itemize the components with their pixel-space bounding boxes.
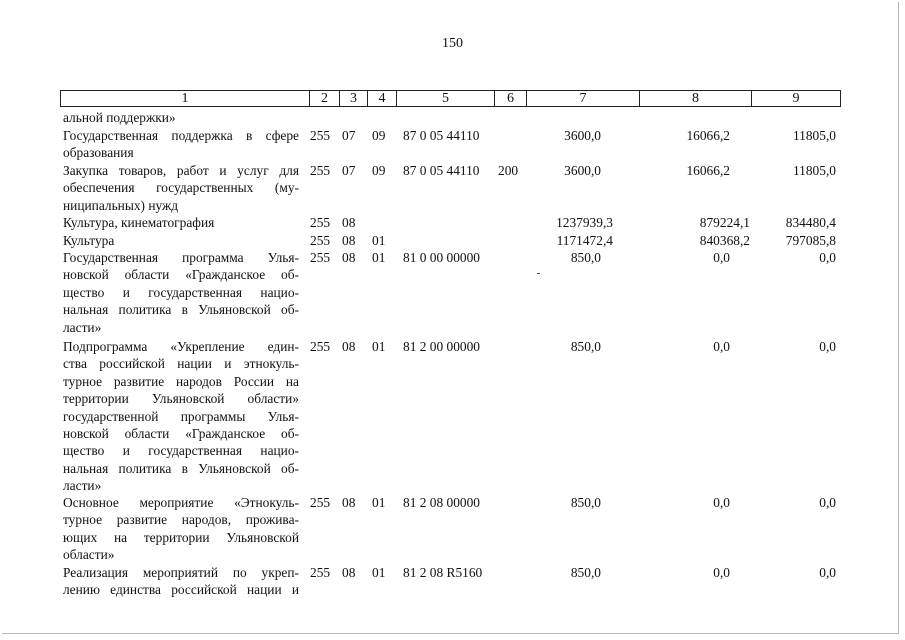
row-grbs: 255 (310, 339, 331, 354)
row-value-9: 11805,0 (792, 163, 836, 178)
header-col-2: 2 (309, 91, 339, 106)
row-name-line: ства российской нации и этнокуль- (63, 356, 299, 372)
header-col-8: 8 (639, 91, 751, 106)
row-value-9: 797085,8 (785, 233, 836, 248)
row-grbs: 255 (310, 495, 331, 510)
row-csr: 87 0 05 44110 (403, 128, 480, 143)
row-name-line: области» (63, 547, 115, 563)
row-name-line: Государственная поддержка в сфере (63, 128, 299, 143)
row-value-9: 0,0 (819, 250, 836, 265)
row-pr: 09 (372, 128, 386, 143)
row-value-8: 840368,2 (699, 233, 750, 248)
header-col-5: 5 (396, 91, 494, 106)
row-value-8: 879224,1 (699, 215, 750, 230)
row-pr: 01 (372, 339, 386, 354)
row-grbs: 255 (310, 215, 331, 230)
table-header (60, 90, 841, 107)
row-grbs: 255 (310, 233, 331, 248)
row-name (63, 494, 299, 564)
row-name-line: обеспечения государственных (му- (63, 180, 299, 196)
row-rz: 08 (342, 250, 356, 265)
row-value-9: 834480,4 (785, 215, 836, 230)
row-name-line: Культура, кинематография (63, 215, 215, 230)
row-name-line: щество и государственная нацио- (63, 443, 299, 459)
header-col-9: 9 (751, 91, 840, 106)
row-csr: 81 2 00 00000 (403, 339, 480, 354)
row-value-8: 0,0 (713, 339, 730, 354)
row-name (63, 162, 299, 214)
scan-speck (537, 273, 540, 274)
row-name-line: альной поддержки» (63, 110, 176, 125)
row-name-line: щество и государственная нацио- (63, 284, 299, 300)
row-grbs: 255 (310, 163, 331, 178)
row-name-line: новской области «Гражданское об- (63, 425, 299, 441)
row-name-line: государственной программы Улья- (63, 408, 299, 424)
row-rz: 08 (342, 495, 356, 510)
header-col-1: 1 (181, 91, 189, 106)
row-name-line: Подпрограмма «Укрепление един- (63, 339, 299, 354)
row-csr: 87 0 05 44110 (403, 163, 480, 178)
row-value-8: 0,0 (713, 250, 730, 265)
row-value-7: 850,0 (570, 565, 601, 580)
row-name-line: Реализация мероприятий по укреп- (63, 565, 299, 580)
row-rz: 08 (342, 233, 356, 248)
row-name-line: нальная политика в Ульяновской об- (63, 302, 299, 318)
row-value-9: 0,0 (819, 495, 836, 510)
row-rz: 08 (342, 215, 356, 230)
row-name (63, 214, 299, 231)
row-rz: 08 (342, 339, 356, 354)
row-name-line: территории Ульяновской области» (63, 391, 299, 407)
row-value-7: 850,0 (570, 250, 601, 265)
row-value-7: 3600,0 (564, 163, 601, 178)
row-name (63, 338, 299, 495)
row-rz: 07 (342, 128, 356, 143)
row-value-8: 0,0 (713, 495, 730, 510)
row-value-8: 16066,2 (686, 128, 730, 143)
row-pr: 01 (372, 233, 386, 248)
row-grbs: 255 (310, 250, 331, 265)
row-name-line: Основное мероприятие «Этнокуль- (63, 495, 299, 510)
row-rz: 08 (342, 565, 356, 580)
row-name-line: лению единства российской нации и (63, 582, 299, 598)
row-name-line: новской области «Гражданское об- (63, 267, 299, 283)
row-pr: 01 (372, 250, 386, 265)
row-name-line: ниципальных) нужд (63, 197, 179, 213)
row-value-7: 850,0 (570, 339, 601, 354)
row-name-line: турное развитие народов России на (63, 373, 299, 389)
row-csr: 81 0 00 00000 (403, 250, 480, 265)
row-value-7: 3600,0 (564, 128, 601, 143)
row-value-9: 0,0 (819, 339, 836, 354)
row-name-line: турное развитие народов, прожива- (63, 512, 299, 528)
row-name (63, 564, 299, 599)
row-name-line: образования (63, 145, 134, 161)
header-col-4: 4 (367, 91, 396, 106)
row-csr: 81 2 08 R5160 (403, 565, 483, 580)
row-value-9: 11805,0 (792, 128, 836, 143)
row-value-7: 1171472,4 (556, 233, 613, 248)
row-name-line: нальная политика в Ульяновской об- (63, 460, 299, 476)
row-name-line: Государственная программа Улья- (63, 250, 299, 265)
row-pr: 09 (372, 163, 386, 178)
row-name-line: ласти» (63, 478, 102, 494)
row-value-8: 0,0 (713, 565, 730, 580)
row-name-line: ющих на территории Ульяновской (63, 529, 299, 545)
row-name-line: Культура (63, 233, 115, 248)
row-name (63, 249, 299, 336)
row-pr: 01 (372, 565, 386, 580)
row-name (63, 232, 299, 249)
page-number: 150 (442, 36, 463, 51)
row-name (63, 127, 299, 162)
row-grbs: 255 (310, 128, 331, 143)
row-value-7: 1237939,3 (556, 215, 613, 230)
row-grbs: 255 (310, 565, 331, 580)
row-csr: 81 2 08 00000 (403, 495, 480, 510)
row-rz: 07 (342, 163, 356, 178)
row-vr: 200 (498, 163, 519, 178)
header-col-3: 3 (339, 91, 367, 106)
row-name-line: ласти» (63, 319, 102, 335)
row-value-9: 0,0 (819, 565, 836, 580)
header-col-6: 6 (494, 91, 526, 106)
header-col-7: 7 (526, 91, 639, 106)
row-value-7: 850,0 (570, 495, 601, 510)
row-value-8: 16066,2 (686, 163, 730, 178)
row-name (63, 109, 299, 126)
row-pr: 01 (372, 495, 386, 510)
row-name-line: Закупка товаров, работ и услуг для (63, 163, 299, 178)
